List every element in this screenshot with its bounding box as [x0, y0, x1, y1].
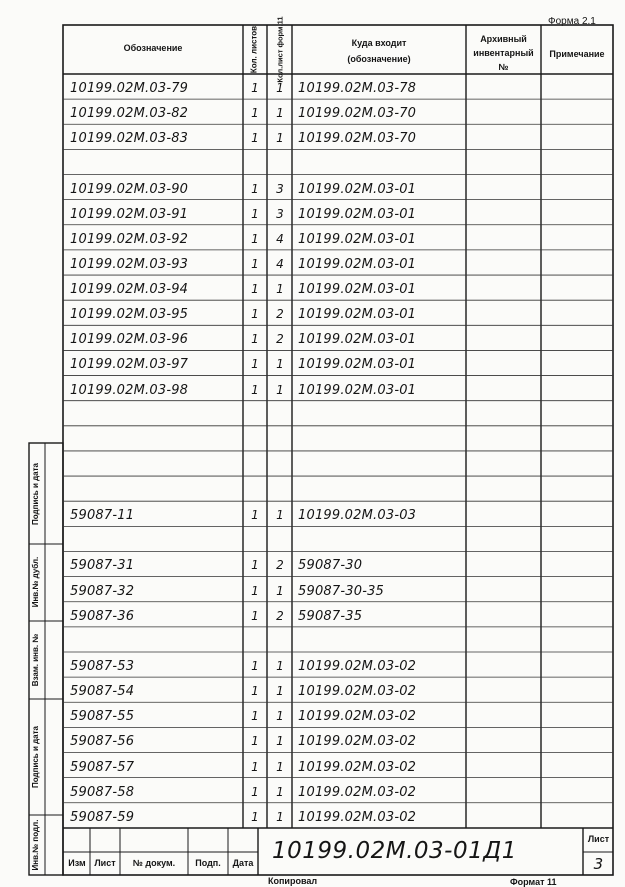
row-sheets-count: 1: [251, 81, 259, 95]
title-col-sign: Подп.: [195, 858, 221, 868]
row-sheets-format: 1: [276, 382, 284, 397]
row-sheets-format: 1: [276, 809, 284, 824]
row-designation: 10199.02М.03-82: [70, 106, 189, 122]
title-col-date: Дата: [232, 858, 254, 868]
row-sheets-count: 1: [251, 256, 259, 271]
row-used-in: 10199.02М.03-01: [298, 206, 417, 222]
row-designation: 59087-56: [70, 734, 135, 750]
row-sheets-count: 1: [251, 382, 259, 397]
row-sheets-format: 2: [276, 558, 284, 573]
row-designation: 59087-57: [70, 759, 135, 775]
row-designation: 10199.02М.03-97: [70, 357, 189, 373]
row-designation: 10199.02М.03-79: [70, 81, 189, 96]
row-designation: 10199.02М.03-90: [70, 181, 189, 197]
table-row: [0, 501, 625, 526]
row-sheets-count: 1: [251, 206, 259, 221]
row-sheets-count: 1: [251, 784, 259, 799]
side-stamp-sign-date-2: Подпись и дата: [31, 726, 40, 788]
row-used-in: 10199.02М.03-02: [298, 684, 417, 700]
table-row: [0, 627, 625, 652]
row-sheets-format: 1: [276, 684, 284, 699]
sheet-label: Лист: [587, 834, 610, 844]
row-designation: 59087-36: [70, 608, 135, 624]
table-row: [0, 476, 625, 501]
row-used-in: 10199.02М.03-02: [298, 709, 417, 725]
row-sheets-count: 1: [251, 508, 259, 523]
table-row: [0, 74, 625, 99]
table-row: [0, 677, 625, 702]
form-label: Форма 2.1: [548, 16, 596, 27]
row-sheets-format: 1: [276, 131, 284, 146]
row-designation: 59087-31: [70, 558, 135, 574]
table-row: [0, 124, 625, 149]
row-used-in: 10199.02М.03-01: [298, 256, 417, 272]
header-note: Примечание: [549, 49, 605, 59]
table-row: [0, 426, 625, 451]
row-sheets-count: 1: [251, 332, 259, 347]
row-sheets-count: 1: [251, 231, 259, 246]
row-sheets-format: 2: [276, 307, 284, 322]
table-row: [0, 602, 625, 627]
row-sheets-format: 1: [276, 658, 284, 673]
row-used-in: 10199.02М.03-02: [298, 809, 417, 825]
row-sheets-format: 1: [276, 81, 284, 95]
row-sheets-count: 1: [251, 282, 259, 297]
header-designation: Обозначение: [123, 43, 183, 53]
row-used-in: 59087-30-35: [298, 583, 385, 599]
row-sheets-format: 1: [276, 106, 284, 121]
row-designation: 10199.02М.03-93: [70, 256, 189, 272]
header-archive-line2: инвентарный: [473, 48, 534, 58]
header-archive-line3: №: [498, 62, 509, 72]
row-sheets-count: 1: [251, 658, 259, 673]
row-used-in: 10199.02М.03-01: [298, 282, 417, 298]
row-designation: 10199.02М.03-91: [70, 206, 189, 222]
row-designation: 59087-53: [70, 658, 135, 674]
row-sheets-count: 1: [251, 106, 259, 121]
table-row: [0, 99, 625, 124]
table-row: [0, 275, 625, 300]
row-sheets-format: 2: [276, 332, 284, 347]
row-sheets-format: 1: [276, 734, 284, 749]
row-used-in: 59087-30: [298, 558, 363, 574]
side-stamp-sign-date-1: Подпись и дата: [31, 463, 40, 525]
row-designation: 10199.02М.03-94: [70, 282, 189, 298]
row-sheets-format: 1: [276, 759, 284, 774]
side-stamp-orig-inv: Инв.№ подл.: [31, 819, 40, 871]
row-used-in: 10199.02М.03-01: [298, 307, 417, 323]
title-col-izm: Изм: [68, 858, 86, 868]
table-row: [0, 325, 625, 350]
footer-copied: Копировал: [268, 876, 318, 886]
table-row: [0, 350, 625, 375]
row-designation: 10199.02М.03-83: [70, 131, 189, 147]
row-sheets-count: 1: [251, 684, 259, 699]
header-archive: [466, 34, 541, 73]
header-sheets-count: Кол. листов: [249, 25, 259, 74]
table-row: [0, 401, 625, 426]
row-designation: 59087-59: [70, 809, 135, 825]
row-sheets-format: 3: [276, 181, 284, 196]
row-designation: 10199.02М.03-96: [70, 332, 189, 348]
header-used-in-line2: (обозначение): [347, 54, 411, 64]
row-sheets-format: 1: [276, 784, 284, 799]
row-designation: 59087-11: [70, 508, 135, 524]
row-used-in: 10199.02М.03-03: [298, 508, 417, 524]
side-stamp-dup-inv: Инв.№ дубл.: [31, 556, 40, 608]
row-used-in: 10199.02М.03-78: [298, 81, 417, 96]
row-sheets-format: 4: [276, 231, 284, 246]
row-sheets-format: 1: [276, 709, 284, 724]
table-row: [0, 526, 625, 551]
row-sheets-format: 1: [276, 583, 284, 598]
table-row: [0, 149, 625, 174]
row-sheets-count: 1: [251, 608, 259, 623]
document-number: 10199.02М.03-01Д1: [272, 838, 517, 864]
row-designation: 59087-54: [70, 684, 135, 700]
row-designation: 10199.02М.03-95: [70, 307, 189, 323]
table-row: [0, 702, 625, 727]
row-sheets-format: 4: [276, 256, 284, 271]
table-row: [0, 200, 625, 225]
table-row: [0, 175, 625, 200]
row-designation: 59087-58: [70, 784, 135, 800]
table-row: [0, 778, 625, 803]
title-col-doc: № докум.: [132, 858, 176, 868]
row-used-in: 10199.02М.03-70: [298, 131, 417, 147]
row-used-in: 59087-35: [298, 608, 363, 624]
row-used-in: 10199.02М.03-01: [298, 332, 417, 348]
header-used-in: [292, 38, 466, 65]
row-used-in: 10199.02М.03-01: [298, 382, 417, 398]
row-sheets-count: 1: [251, 759, 259, 774]
table-row: [0, 250, 625, 275]
row-sheets-format: 1: [276, 508, 284, 523]
row-used-in: 10199.02М.03-01: [298, 181, 417, 197]
row-designation: 59087-32: [70, 583, 135, 599]
row-used-in: 10199.02М.03-01: [298, 357, 417, 373]
table-row: [0, 376, 625, 401]
row-designation: 59087-55: [70, 709, 135, 725]
footer-format: Формат 11: [510, 877, 557, 887]
sheet-number: 3: [593, 855, 604, 873]
title-col-list: Лист: [94, 858, 116, 868]
row-sheets-count: 1: [251, 809, 259, 824]
row-sheets-count: 1: [251, 558, 259, 573]
row-sheets-count: 1: [251, 734, 259, 749]
table-row: [0, 551, 625, 576]
row-sheets-count: 1: [251, 131, 259, 146]
row-sheets-format: 1: [276, 282, 284, 297]
row-sheets-count: 1: [251, 181, 259, 196]
row-sheets-count: 1: [251, 357, 259, 372]
table-row: [0, 225, 625, 250]
row-used-in: 10199.02М.03-02: [298, 658, 417, 674]
row-used-in: 10199.02М.03-01: [298, 231, 417, 247]
header-archive-line1: Архивный: [480, 34, 527, 44]
header-sheets-format: Кол.лист форм.11: [275, 16, 285, 83]
row-designation: 10199.02М.03-92: [70, 231, 189, 247]
row-designation: 10199.02М.03-98: [70, 382, 189, 398]
row-used-in: 10199.02М.03-02: [298, 734, 417, 750]
row-sheets-count: 1: [251, 583, 259, 598]
row-sheets-count: 1: [251, 307, 259, 322]
table-row: [0, 753, 625, 778]
row-sheets-format: 1: [276, 357, 284, 372]
row-used-in: 10199.02М.03-02: [298, 784, 417, 800]
row-sheets-format: 3: [276, 206, 284, 221]
row-sheets-count: 1: [251, 709, 259, 724]
table-row: [0, 577, 625, 602]
row-used-in: 10199.02М.03-02: [298, 759, 417, 775]
side-stamp-replace-inv: Взам. инв. №: [31, 633, 40, 687]
header-used-in-line1: Куда входит: [351, 38, 407, 48]
table-row: [0, 652, 625, 677]
row-sheets-format: 2: [276, 608, 284, 623]
table-row: [0, 727, 625, 752]
table-row: [0, 300, 625, 325]
table-row: [0, 803, 625, 828]
row-used-in: 10199.02М.03-70: [298, 106, 417, 122]
table-row: [0, 451, 625, 476]
